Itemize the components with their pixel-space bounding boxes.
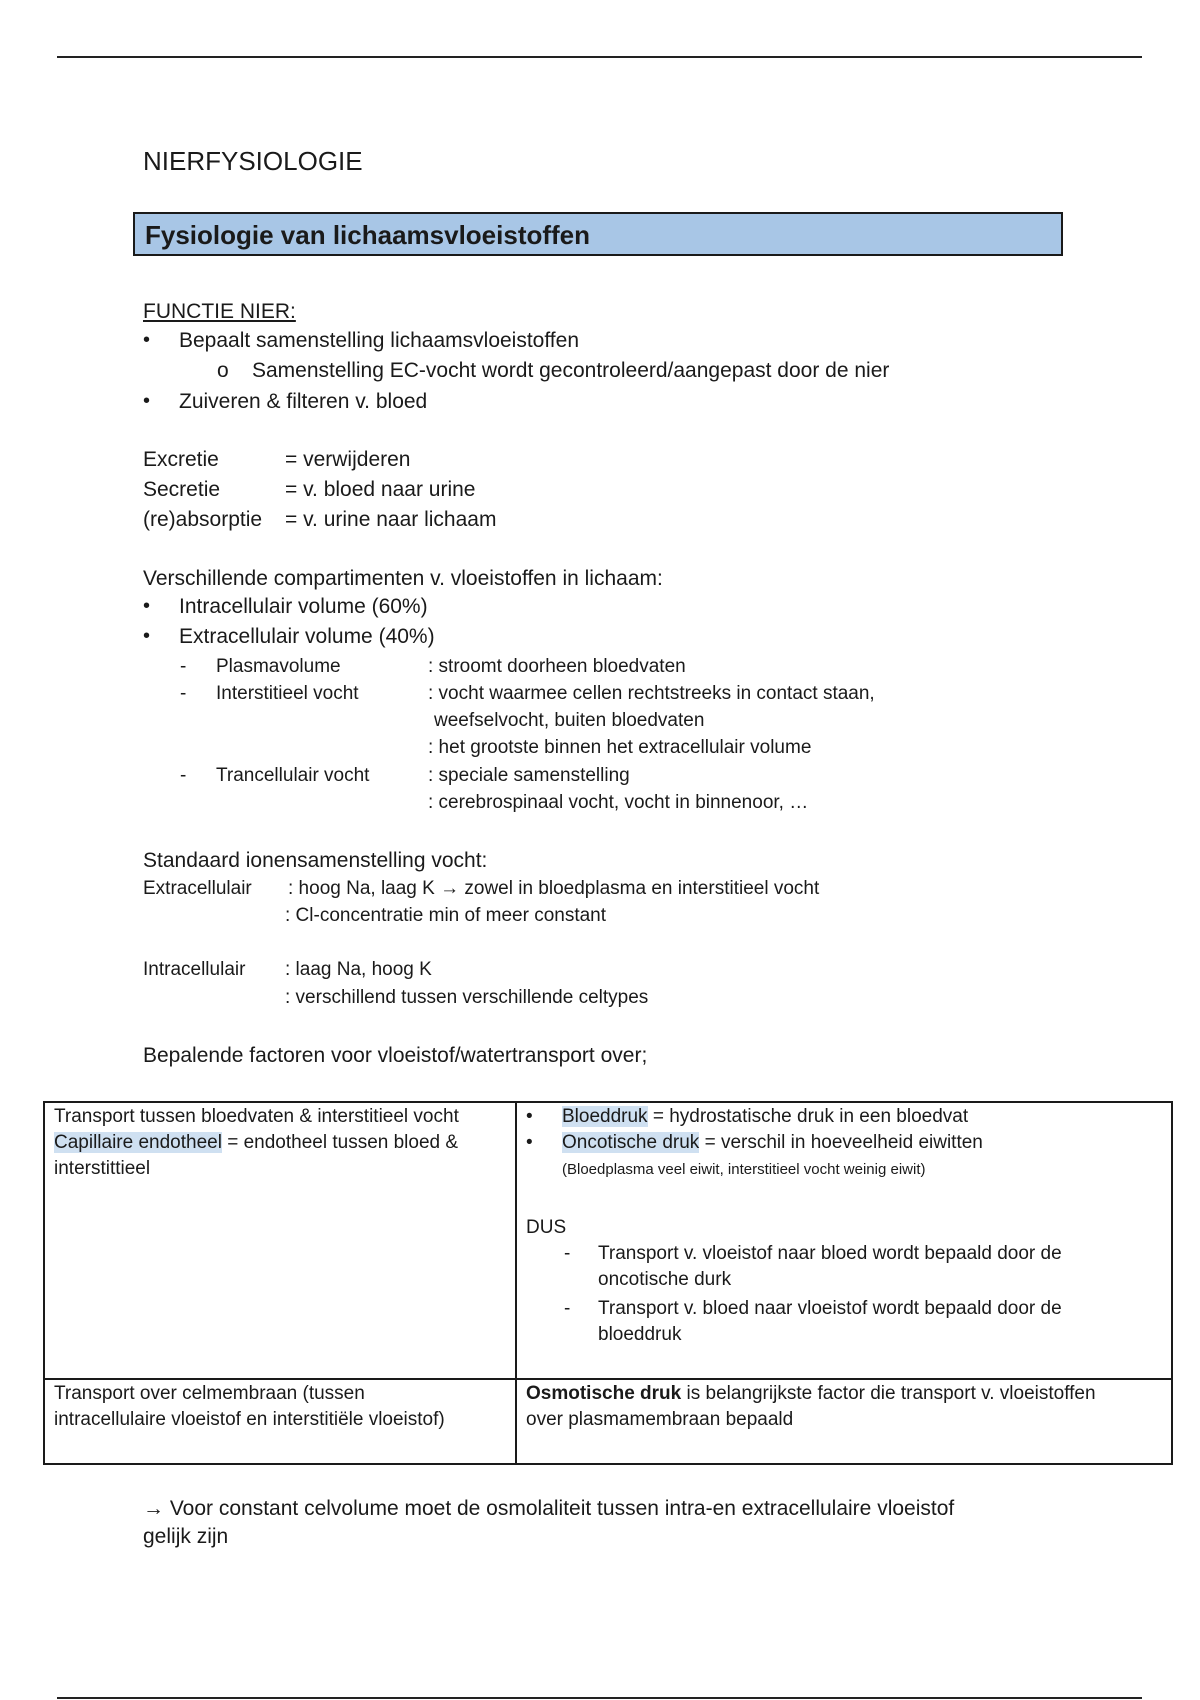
subcompartment-name: Interstitieel vocht <box>216 683 359 704</box>
definition-term: (re)absorptie <box>143 508 263 531</box>
functie-subitem: Samenstelling EC-vocht wordt gecontroleerd/aangepast door de nier <box>252 359 890 382</box>
section-heading: Fysiologie van lichaamsvloeistoffen <box>145 220 591 250</box>
cell-text <box>526 1383 1096 1405</box>
bullet-icon: • <box>143 625 151 647</box>
table-row <box>44 1102 1172 1379</box>
highlighted-term: Bloeddruk <box>562 1106 648 1127</box>
bullet-icon: • <box>143 595 151 617</box>
definition-term: Secretie <box>143 478 221 501</box>
page-title: NIERFYSIOLOGIE <box>143 146 363 176</box>
cell-text: over plasmamembraan bepaald <box>526 1409 794 1430</box>
cell-text-rest: = endotheel tussen bloed & <box>221 1132 459 1153</box>
conclusion-line: → Voor constant celvolume moet de osmolaliteit tussen intra-en extracellulaire vloeistof <box>143 1497 955 1520</box>
dash-icon: - <box>564 1243 571 1264</box>
table-row <box>44 1379 1172 1464</box>
table-cell <box>516 1102 1172 1379</box>
subcompartment-desc: : cerebrospinaal vocht, vocht in binnenoor, … <box>428 792 809 813</box>
dash-icon: - <box>180 656 187 677</box>
footer-rule <box>57 1697 1142 1699</box>
cell-text: DUS <box>526 1217 567 1238</box>
table-cell <box>516 1379 1172 1464</box>
definition-term: Excretie <box>143 448 219 471</box>
cell-text: intracellulaire vloeistof en interstitiële vloeistof) <box>54 1409 445 1430</box>
ions-intro: Standaard ionensamenstelling vocht: <box>143 849 488 872</box>
section-heading-box <box>133 212 1063 256</box>
cell-note: (Bloedplasma veel eiwit, interstitieel vocht weinig eiwit) <box>562 1161 926 1178</box>
table-cell <box>44 1379 516 1464</box>
cell-text: Transport tussen bloedvaten & interstitieel vocht <box>54 1106 459 1127</box>
dash-icon: - <box>180 765 187 786</box>
factors-intro: Bepalende factoren voor vloeistof/watertransport over; <box>143 1044 648 1067</box>
highlighted-term: Oncotische druk <box>562 1132 700 1153</box>
factors-table <box>43 1101 1173 1465</box>
conclusion-line: gelijk zijn <box>143 1525 229 1548</box>
bold-term: Osmotische druk <box>526 1383 682 1404</box>
header-rule <box>57 56 1142 58</box>
cell-text: Transport v. vloeistof naar bloed wordt bepaald door de <box>598 1243 1062 1264</box>
functie-item: Zuiveren & filteren v. bloed <box>179 390 428 413</box>
definition-text: = v. bloed naar urine <box>285 478 476 501</box>
cell-text <box>54 1132 458 1154</box>
definition-text: = v. urine naar lichaam <box>285 508 497 531</box>
subcompartment-desc: : het grootste binnen het extracellulair volume <box>428 737 812 758</box>
cell-text-rest: is belangrijkste factor die transport v. vloeistoffen <box>681 1383 1096 1404</box>
subcompartment-desc: : speciale samenstelling <box>428 765 630 786</box>
compartment-item: Intracellulair volume (60%) <box>179 595 428 618</box>
cell-text-rest: = verschil in hoeveelheid eiwitten <box>699 1132 983 1153</box>
definition-text: = verwijderen <box>285 448 411 471</box>
cell-text <box>562 1132 983 1154</box>
ions-line: : laag Na, hoog K <box>285 959 432 980</box>
bullet-icon: • <box>143 329 151 351</box>
compartments-intro: Verschillende compartimenten v. vloeistoffen in lichaam: <box>143 567 663 590</box>
compartment-item: Extracellulair volume (40%) <box>179 625 435 648</box>
bullet-icon: • <box>526 1106 533 1127</box>
bullet-icon: • <box>143 390 151 412</box>
subcompartment-desc: weefselvocht, buiten bloedvaten <box>434 710 705 731</box>
ions-line: : Cl-concentratie min of meer constant <box>285 905 607 926</box>
cell-text: oncotische durk <box>598 1269 732 1290</box>
subcompartment-name: Trancellulair vocht <box>216 765 370 786</box>
ions-line: : verschillend tussen verschillende celtypes <box>285 987 649 1008</box>
ions-label: Intracellulair <box>143 959 246 980</box>
subcompartment-desc: : vocht waarmee cellen rechtstreeks in contact staan, <box>428 683 875 704</box>
subcompartment-desc: : stroomt doorheen bloedvaten <box>428 656 686 677</box>
dash-icon: - <box>180 683 187 704</box>
dash-icon: - <box>564 1298 571 1319</box>
sub-bullet-icon: o <box>217 359 229 382</box>
functie-item: Bepaalt samenstelling lichaamsvloeistoffen <box>179 329 580 352</box>
cell-text: Transport over celmembraan (tussen <box>54 1383 365 1404</box>
highlighted-term: Capillaire endotheel <box>54 1132 222 1153</box>
cell-text: interstittieel <box>54 1158 151 1179</box>
ions-label: Extracellulair <box>143 878 252 899</box>
bullet-icon: • <box>526 1132 533 1153</box>
ions-line: : hoog Na, laag K → zowel in bloedplasma en interstitieel vocht <box>288 878 820 899</box>
subcompartment-name: Plasmavolume <box>216 656 341 677</box>
cell-text: bloeddruk <box>598 1324 682 1345</box>
cell-text-rest: = hydrostatische druk in een bloedvat <box>647 1106 969 1127</box>
functie-label: FUNCTIE NIER: <box>143 300 296 323</box>
cell-text <box>562 1106 968 1128</box>
table-cell <box>44 1102 516 1379</box>
cell-text: Transport v. bloed naar vloeistof wordt bepaald door de <box>598 1298 1062 1319</box>
